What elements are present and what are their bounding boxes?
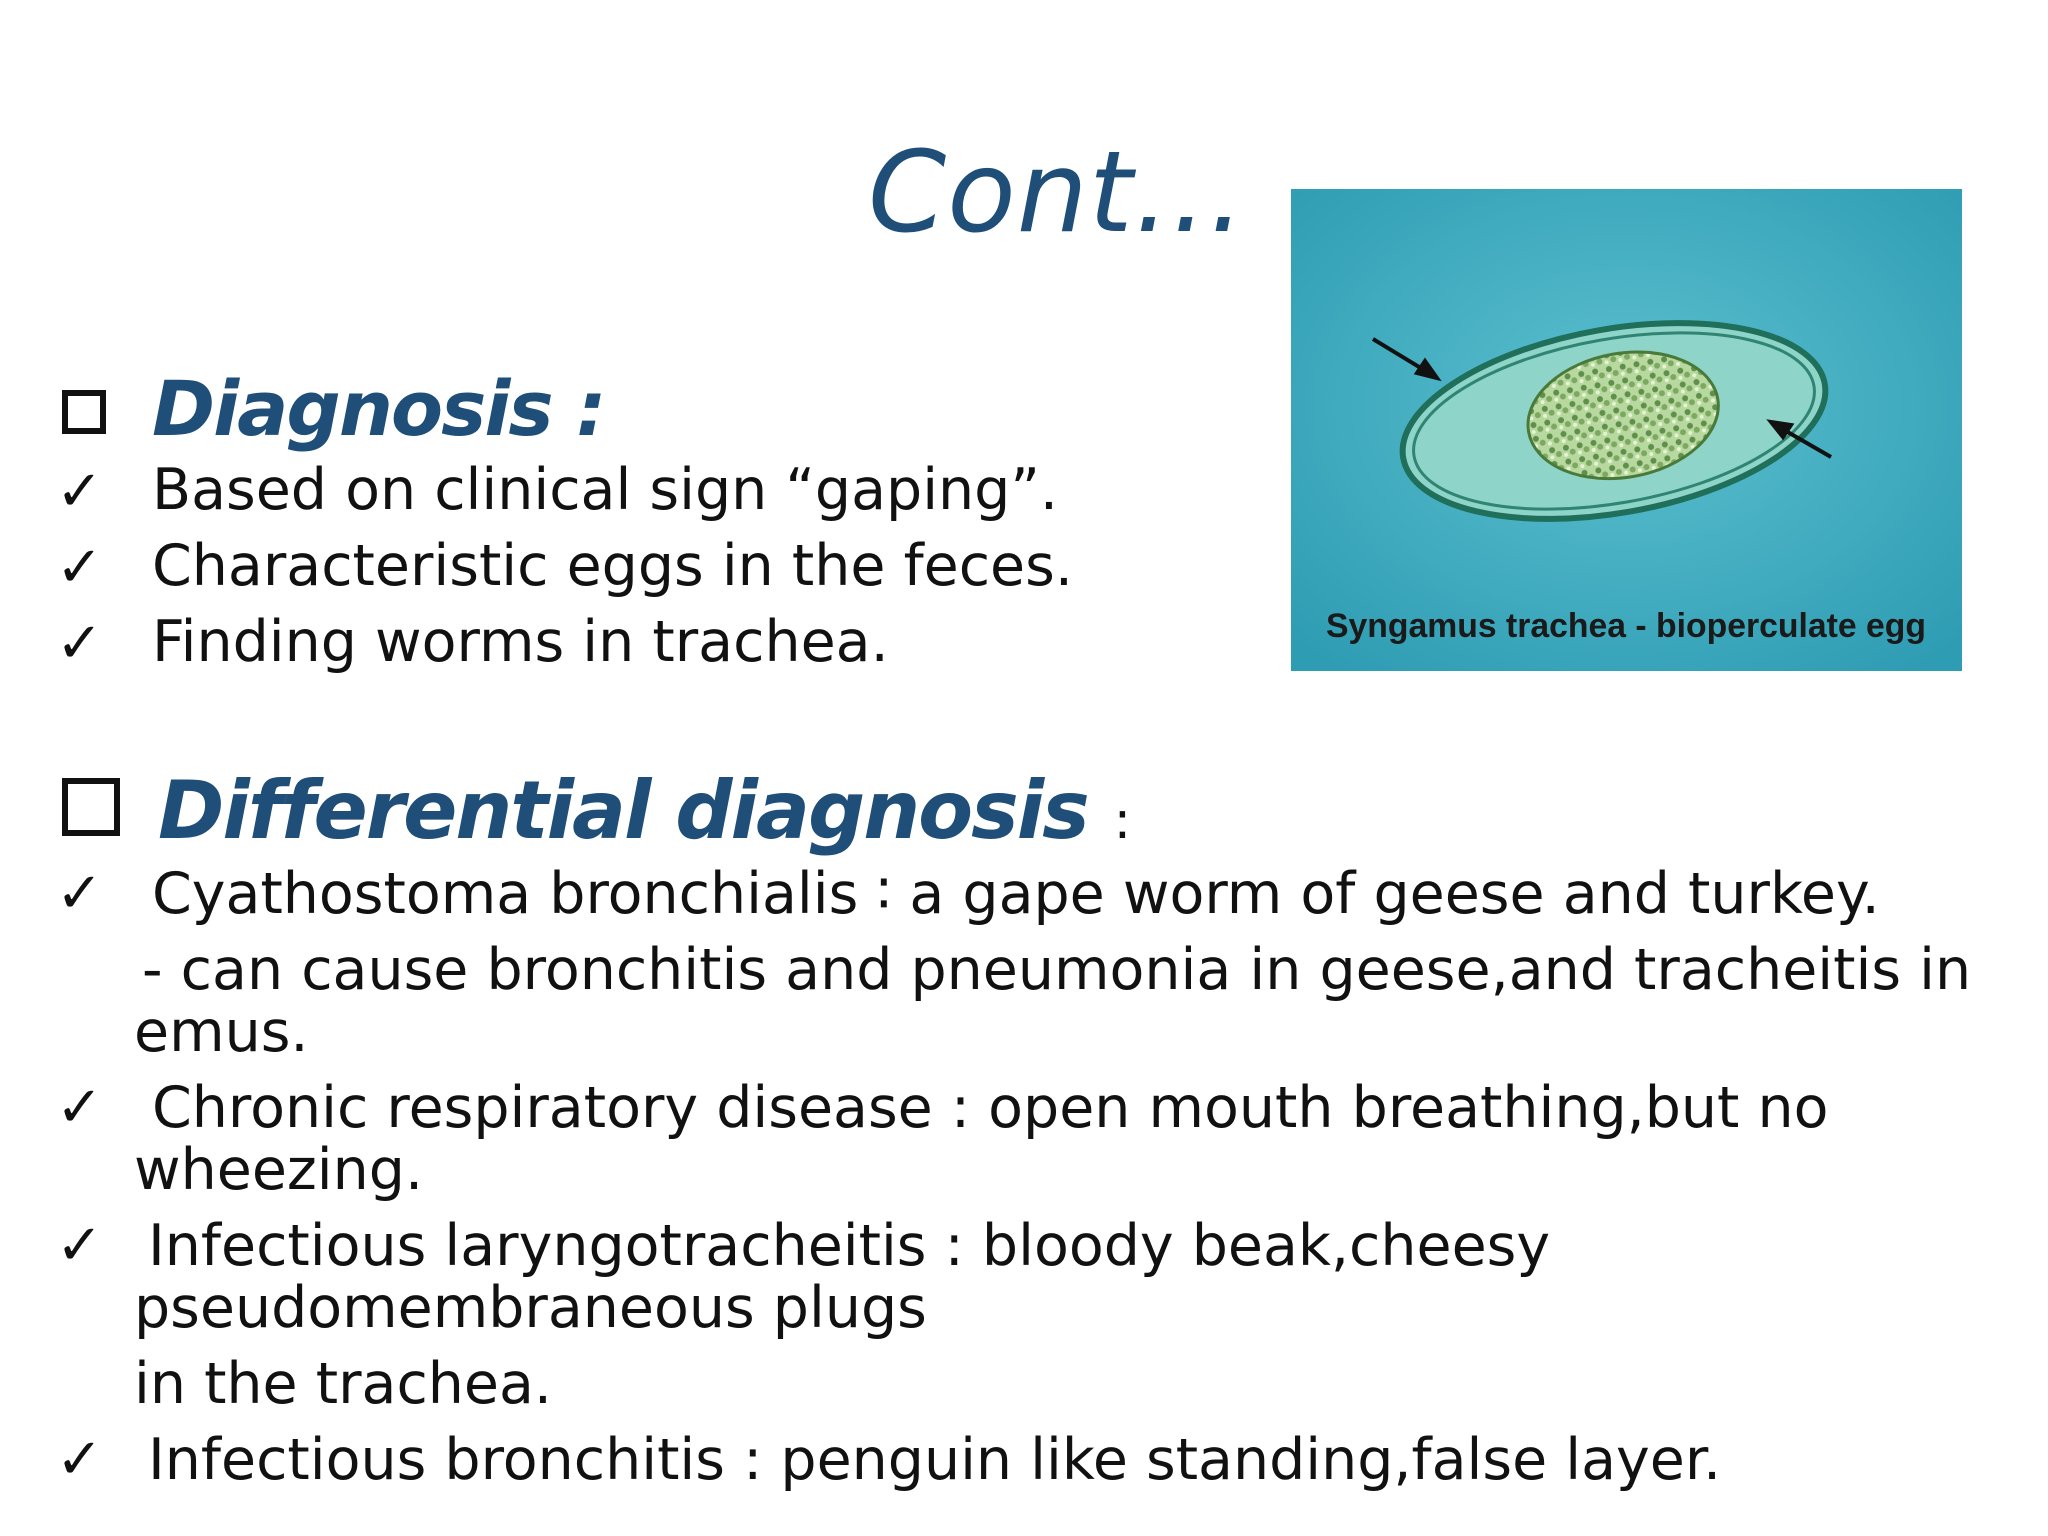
differential-item-line: in the trachea. — [134, 1351, 553, 1417]
differential-item-line: Chronic respiratory disease : open mouth breathing,but no — [152, 1075, 1829, 1141]
differential-heading: Differential diagnosis : — [158, 764, 1132, 857]
differential-item-line: emus. — [134, 999, 309, 1065]
checkmark-icon: ✓ — [56, 1213, 103, 1278]
diagnosis-item: Based on clinical sign “gaping”. — [152, 457, 1058, 523]
differential-item-line: Infectious laryngotracheitis : bloody beak,cheesy — [148, 1213, 1551, 1279]
checkbox-square-icon — [62, 778, 120, 836]
differential-item-line: wheezing. — [134, 1137, 424, 1203]
image-caption: Syngamus trachea - bioperculate egg — [1326, 607, 1926, 645]
differential-item-line: Cyathostoma bronchialis ∶ a gape worm of geese and turkey. — [152, 861, 1880, 927]
slide-title: Cont… — [868, 128, 1247, 258]
checkmark-icon: ✓ — [56, 861, 103, 926]
checkmark-icon: ✓ — [56, 1075, 103, 1140]
checkmark-icon: ✓ — [56, 459, 103, 524]
differential-item-line: - can cause bronchitis and pneumonia in geese,and tracheitis in — [142, 937, 1972, 1003]
checkmark-icon: ✓ — [56, 1427, 103, 1492]
checkmark-icon: ✓ — [56, 611, 103, 676]
checkbox-square-icon — [62, 390, 106, 434]
checkmark-icon: ✓ — [56, 535, 103, 600]
diagnosis-item: Characteristic eggs in the feces. — [152, 533, 1073, 599]
egg-micrograph-image — [1291, 189, 1962, 671]
diagnosis-item: Finding worms in trachea. — [152, 609, 889, 675]
differential-item-line: pseudomembraneous plugs — [134, 1275, 927, 1341]
diagnosis-heading: Diagnosis : — [152, 364, 605, 453]
differential-item-line: Infectious bronchitis : penguin like standing,false layer. — [148, 1427, 1722, 1493]
